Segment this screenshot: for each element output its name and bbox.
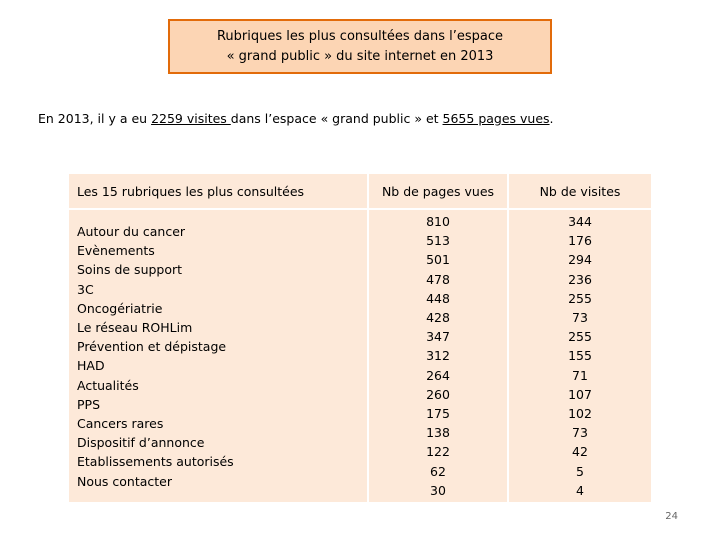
intro-sentence — [38, 111, 554, 126]
pages-value: 312 — [426, 348, 450, 364]
pages-value: 264 — [426, 367, 450, 383]
pages-value: 347 — [426, 329, 450, 345]
pages-value: 428 — [426, 310, 450, 326]
visits-value: 73 — [572, 425, 588, 441]
rubric-item: Cancers rares — [77, 416, 164, 432]
title-box — [168, 19, 552, 74]
header-pages — [369, 174, 507, 208]
rubric-item: Oncogériatrie — [77, 300, 163, 316]
visits-value: 176 — [568, 233, 592, 249]
pages-list — [369, 212, 507, 500]
body-rubric-cell — [69, 210, 367, 502]
pages-value: 138 — [426, 425, 450, 441]
visits-value: 236 — [568, 271, 592, 287]
rubric-item: Nous contacter — [77, 473, 173, 489]
title-line-2: « grand public » du site internet en 2013 — [226, 48, 494, 64]
visits-value: 42 — [572, 444, 588, 460]
body-visits-cell — [509, 210, 651, 502]
title-line-1: Rubriques les plus consultées dans l’espace — [216, 28, 504, 44]
intro-prefix: En 2013, il y a eu — [38, 111, 152, 126]
header-rubric — [69, 174, 367, 208]
visits-value: 344 — [568, 214, 592, 229]
rubric-item: HAD — [77, 358, 105, 374]
intro-suffix: . — [549, 111, 554, 126]
pages-value: 448 — [426, 290, 450, 306]
rubric-item: 3C — [77, 281, 94, 297]
visits-value: 255 — [568, 329, 592, 345]
pages-value: 513 — [426, 233, 450, 249]
intro-pages: 5655 pages vues — [442, 111, 550, 126]
rubric-item: Etablissements autorisés — [77, 454, 234, 470]
pages-value: 260 — [426, 386, 450, 402]
header-rubric-label: Les 15 rubriques les plus consultées — [77, 183, 305, 199]
rubric-item: Soins de support — [77, 262, 183, 278]
rubric-item: PPS — [77, 396, 101, 412]
rubric-item: Autour du cancer — [77, 224, 186, 239]
visits-value: 107 — [568, 386, 592, 402]
intro-middle: dans l’espace « grand public » et — [230, 111, 443, 126]
header-visits-label: Nb de visites — [539, 183, 621, 199]
pages-value: 62 — [430, 463, 446, 479]
visits-value: 155 — [568, 348, 592, 364]
pages-value: 122 — [426, 444, 450, 460]
body-pages-cell — [369, 210, 507, 502]
visits-value: 5 — [576, 463, 584, 479]
slide-number: 24 — [665, 511, 678, 522]
visits-value: 102 — [568, 406, 592, 422]
rubric-item: Prévention et dépistage — [77, 339, 227, 355]
visits-value: 255 — [568, 290, 592, 306]
rubric-item: Evènements — [77, 243, 155, 259]
visits-value: 294 — [568, 252, 592, 268]
pages-value: 501 — [426, 252, 450, 268]
visits-value: 71 — [572, 367, 588, 383]
pages-value: 810 — [426, 214, 450, 229]
header-pages-label: Nb de pages vues — [381, 183, 495, 199]
rubric-item: Le réseau ROHLim — [77, 320, 193, 336]
pages-value: 478 — [426, 271, 450, 287]
rubric-list — [77, 222, 234, 491]
pages-value: 175 — [426, 406, 450, 422]
visits-list — [509, 212, 651, 500]
rubric-item: Dispositif d’annonce — [77, 435, 205, 451]
visits-value: 73 — [572, 310, 588, 326]
intro-visits: 2259 visites — [151, 111, 231, 126]
rubric-item: Actualités — [77, 377, 139, 393]
header-visits — [509, 174, 651, 208]
pages-value: 30 — [430, 482, 446, 498]
visits-value: 4 — [576, 482, 584, 498]
